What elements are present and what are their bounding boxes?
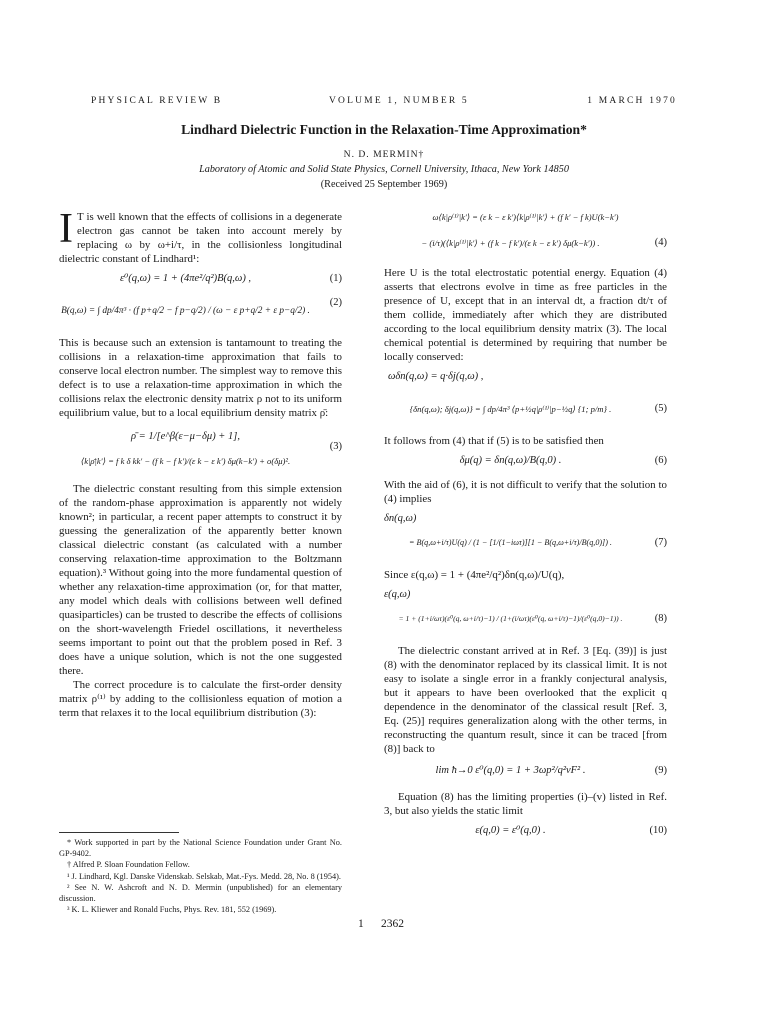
paragraph-4: The correct procedure is to calculate the first-order density matrix ρ⁽¹⁾ by adding to the collisionless equation of motion a term that relaxes it to the local equilibrium distribution (3): [59, 679, 342, 719]
equation-2-body: B(q,ω) = ∫ dp/4π³ · (f p+q/2 − f p−q/2) / (ω − ε p+q/2 + ε p−q/2) . [61, 306, 310, 316]
equation-10 [384, 824, 667, 842]
running-head [91, 96, 677, 110]
paragraph-1: T is well known that the effects of collisions in a degenerate electron gas cannot be taken into account merely by replacing ω by ω+i/τ, in the collisionless longitudinal dielectric constant of Lindhard¹: [59, 211, 342, 265]
left-column [59, 206, 342, 720]
equation-7-number: (7) [654, 537, 667, 548]
equation-1 [59, 272, 342, 290]
equation-10-body: ε(q,0) = ε⁰(q,0) . [475, 825, 546, 836]
issue-date: 1 MARCH 1970 [587, 96, 677, 106]
footnote-rule [59, 832, 179, 833]
equation-9-body: lim ħ→0 ε⁰(q,0) = 1 + 3ωp²/q²vF² . [435, 765, 586, 776]
paragraph-6: It follows from (4) that if (5) is to be satisfied then [384, 435, 604, 447]
journal-name: PHYSICAL REVIEW B [91, 96, 223, 106]
paragraph-9: The dielectric constant arrived at in Ref. 3 [Eq. (39)] is just (8) with the denominator replaced by its classical limit. It is not easy to isolate a single error in a frankly conjectural analysis, but it appears to have been overlooked that the explicit q dependence in the denominator of the classical result [Ref. 3, Eq. (25)] requires generalization along with the other terms, in reconstructing the quantum result, since it can be traced [from (8)] back to [384, 645, 667, 755]
equation-4 [384, 210, 667, 260]
equation-4b-body: − (i/τ)(⟨k|ρ⁽¹⁾|k′⟩ + (f k − f k′)/(ε k − ε k′) δμ(k−k′)) . [421, 238, 600, 248]
equation-6-number: (6) [654, 455, 667, 466]
affiliation: Laboratory of Atomic and Solid State Physics, Cornell University, Ithaca, New York 14850 [199, 164, 569, 175]
author: N. D. MERMIN† [343, 149, 425, 160]
footnotes [59, 838, 342, 917]
footnote-item: ² See N. W. Ashcroft and N. D. Mermin (unpublished) for an elementary discussion. [59, 883, 342, 903]
equation-1-body: ε⁰(q,ω) = 1 + (4πe²/q²)B(q,ω) , [119, 273, 252, 284]
equation-4a-body: ω⟨k|ρ⁽¹⁾|k′⟩ = (ε k − ε k′)⟨k|ρ⁽¹⁾|k′⟩ + (f k′ − f k)U(k−k′) [432, 212, 619, 222]
equation-5a-body: ωδn(q,ω) = q·δj(q,ω) , [388, 371, 484, 382]
equation-5a [384, 370, 667, 388]
equation-3 [59, 426, 342, 476]
footnote-item: † Alfred P. Sloan Foundation Fellow. [67, 860, 190, 869]
paragraph-2: This is because such an extension is tantamount to treating the collisions in a relaxation-time approximation that fails to conserve local electron number. The simplest way to remove this defect is to use a relaxation-time approximation in which the collisions relax the electronic density matrix ρ not to its uniform equilibrium value, but to a local equilibrium density matrix ρ̄: [59, 337, 342, 419]
equation-5b [384, 394, 667, 428]
equation-10-number: (10) [649, 825, 667, 836]
equation-8 [384, 588, 667, 638]
right-column [384, 210, 667, 848]
equation-6-body: δμ(q) = δn(q,ω)/B(q,0) . [459, 455, 562, 466]
footnote-item: * Work supported in part by the National Science Foundation under Grant No. GP-9402. [59, 838, 342, 858]
drop-cap: I [59, 206, 73, 252]
equation-3b-body: ⟨k|ρ̄|k′⟩ = f k δ kk′ − (f k − f k′)/(ε k − ε k′) δμ(k−k′) + o(δμ)². [80, 456, 291, 466]
volume-number: VOLUME 1, NUMBER 5 [329, 96, 469, 106]
paragraph-10: Equation (8) has the limiting properties (i)–(v) listed in Ref. 3, but also yields the static limit [384, 791, 667, 817]
paragraph-8: Since ε(q,ω) = 1 + (4πe²/q²)δn(q,ω)/U(q), [384, 569, 565, 581]
equation-8a-body: ε(q,ω) [384, 589, 411, 600]
equation-3a-body: ρ̄ = 1/[e^β(ε−μ−δμ) + 1], [131, 431, 240, 442]
intro-paragraph [59, 206, 342, 266]
equation-2-number: (2) [329, 297, 342, 308]
equation-4-number: (4) [654, 237, 667, 248]
equation-1-number: (1) [329, 273, 342, 284]
footnote-item: ¹ J. Lindhard, Kgl. Danske Videnskab. Selskab, Mat.-Fys. Medd. 28, No. 8 (1954). [67, 871, 341, 881]
footnote-item: ³ K. L. Kliewer and Ronald Fuchs, Phys. Rev. 181, 552 (1969). [67, 905, 277, 914]
paragraph-5: Here U is the total electrostatic potential energy. Equation (4) asserts that electrons evolve in time as free particles in the presence of U, except that in an interval dt, a fraction dt/τ of them collide, immediately after which they are distributed according to the local equilibrium density matrix (3). The local chemical potential is determined by requiring that number be locally conserved: [384, 267, 667, 363]
paragraph-7: With the aid of (6), it is not difficult to verify that the solution to (4) implies [384, 479, 667, 505]
equation-2 [59, 296, 342, 330]
equation-3-number: (3) [329, 441, 342, 452]
equation-7 [384, 512, 667, 562]
equation-8b-body: = 1 + (1+i/ωτ)(ε⁰(q, ω+i/τ)−1) / (1+(i/ωτ)(ε⁰(q, ω+i/τ)−1)/(ε⁰(q,0)−1)) . [398, 614, 623, 623]
equation-8-number: (8) [654, 613, 667, 624]
equation-6 [384, 454, 667, 472]
equation-7a-body: δn(q,ω) [384, 513, 417, 524]
equation-7b-body: = B(q,ω+i/τ)U(q) / (1 − [1/(1−iωτ)][1 − B(q,ω+i/τ)/B(q,0)]) . [409, 538, 612, 547]
equation-9 [384, 764, 667, 782]
paragraph-3: The dielectric constant resulting from this simple extension of the random-phase approximation is apparently not widely known²; in particular, a recent paper attempts to construct it by guessing the generalization of the apparently better known classical dielectric constant (as calculated with a number conserving relaxation-time approximation to the Boltzmann equation).³ Without going into the more fundamental question of whether any relaxation-time approximation (or, for that matter, any model which deals with collisions between well defined quasiparticles) can be trusted to describe the effects of collisions on the short-wavelength Friedel oscillations, it nevertheless seems important to point out that the problem posed in Ref. 3 does have a unique solution, which is not the one suggested there. [59, 483, 342, 677]
equation-5b-body: {δn(q,ω); δj(q,ω)} = ∫ dp/4π³ ⟨p+½q|ρ⁽¹⁾|p−½q⟩ {1; p/m} . [409, 404, 612, 414]
received-date: (Received 25 September 1969) [320, 179, 448, 190]
equation-5-number: (5) [654, 403, 667, 414]
page-number: 1 2362 [358, 918, 404, 930]
equation-9-number: (9) [654, 765, 667, 776]
article-title: Lindhard Dielectric Function in the Relaxation-Time Approximation* [181, 122, 587, 137]
